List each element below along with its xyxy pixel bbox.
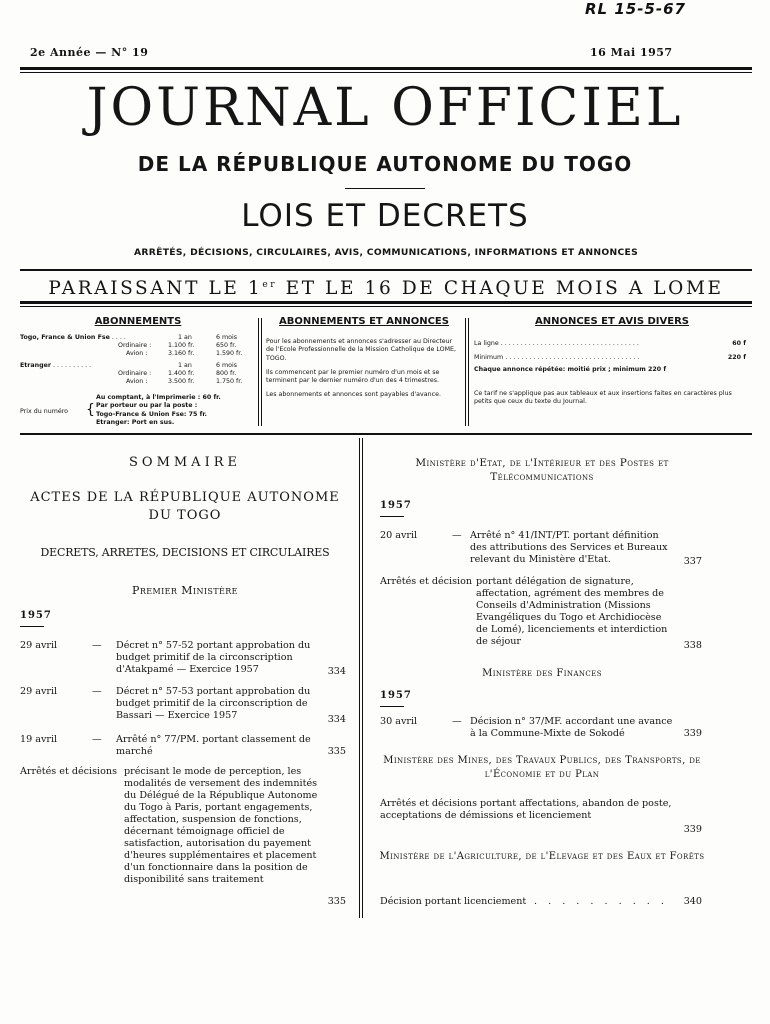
sommaire-entry-4: Arrêtés et décisions précisant le mode de perception, les modalités de versement des indemnités du Délégué de la République Autonome du Togo à Paris, portant engagements, affectation, suspension de fonctions, décernant témoignage officiel de satisfaction, autorisation du payement d'heures supplémentaires et placement d'un fonctionnaire dans la position de disponibilité sans traitement 335 (20, 766, 346, 907)
header-bottom-rule (20, 301, 752, 304)
sommaire-entry-2: 29 avril — Décret n° 57-53 portant approbation du budget primitif de la circonscription de Bassari — Exercice 1957 334 (20, 686, 346, 725)
finances-heading: Ministère des Finances (482, 668, 602, 679)
right-entry-1: 20 avril — Arrêté n° 41/INT/PT. portant définition des attributions des Services et Bureaux relevant du Ministère d'Etat. 337 (380, 530, 702, 567)
contents-kinds: ARRÊTÉS, DÉCISIONS, CIRCULAIRES, AVIS, COMMUNICATIONS, INFORMATIONS ET ANNONCES (134, 247, 638, 258)
publication-frequency: PARAISSANT LE 1er ET LE 16 DE CHAQUE MOIS A LOME (48, 278, 724, 299)
subs-annonces-text: Pour les abonnements et annonces s'adresser au Directeur de l'Ecole Professionnelle de la Mission Catholique de LOME, TOGO. Ils commencent par le premier numéro d'un mois et se terminent par le dernier numéro d'un des 4 trimestres. Les abonnements et annonces sont payables d'avance. (266, 338, 457, 399)
issue-date: 16 Mai 1957 (590, 46, 673, 59)
actes-heading-1: ACTES DE LA RÉPUBLIQUE AUTONOME (30, 490, 340, 505)
box-divider-1b (261, 318, 262, 426)
mines-heading: Ministère des Mines, des Travaux Publics, des Transports, de l'Économie et du Plan (383, 755, 701, 780)
right-entry-4: Arrêtés et décisions portant affectations, abandon de poste, acceptations de démissions et licenciement 339 (380, 798, 702, 835)
header-bottom-rule-thin (20, 306, 752, 307)
top-rule (20, 67, 752, 70)
boxes-bottom-rule (20, 433, 752, 435)
agriculture-heading: Ministère de l'Agriculture, de l'Elevage et des Eaux et Forêts (379, 851, 705, 862)
subscriptions-heading: ABONNEMENTS (94, 316, 182, 327)
right-entry-3: 30 avril — Décision n° 37/MF. accordant une avance à la Commune-Mixte de Sokodé 339 (380, 716, 702, 739)
premier-ministere-heading: Premier Ministère (132, 584, 238, 597)
handwritten-reference: RL 15-5-67 (585, 0, 686, 18)
sommaire-heading: SOMMAIRE (129, 455, 241, 470)
sommaire-entry-3: 19 avril — Arrêté n° 77/PM. portant classement de marché 335 (20, 734, 346, 757)
year-rule (20, 626, 44, 627)
column-divider (359, 438, 360, 918)
subs-annonces-heading: ABONNEMENTS ET ANNONCES (279, 316, 449, 327)
kinds-rule (20, 269, 752, 271)
section-title: LOIS ET DECRETS (241, 198, 529, 234)
title-divider (345, 188, 425, 189)
right-entry-2: Arrêtés et décision portant délégation de signature, affectation, agrément des membres de Conseils d'Administration (Missions Evangéliques du Togo et Archidiocèse de Lomé), licenciements et interdiction de séjour 338 (380, 576, 702, 651)
box-divider-2b (468, 318, 469, 426)
column-divider-b (362, 438, 363, 918)
right-entry-5: Décision portant licenciement . . . . . . . . . . 340 (380, 896, 702, 907)
decrets-heading: DECRETS, ARRETES, DECISIONS ET CIRCULAIRES (40, 546, 330, 559)
year-rule-right-1 (380, 516, 404, 517)
actes-heading-2: DU TOGO (148, 508, 222, 523)
box-divider-1 (258, 318, 259, 426)
journal-title: JOURNAL OFFICIEL (86, 78, 684, 138)
year-1957-left: 1957 (20, 610, 52, 621)
year-1957-right-1: 1957 (380, 500, 412, 511)
box-divider-2 (465, 318, 466, 426)
annonces-rates: La ligne . . . . . . . . . . . . . . . . . . . . . . . . . . . . . . . . . . . 60 f Minimum . . . . . . . . . . . . . . . . . . . . . . . . . . . . . . . . . . 220 f Chaque annonce répétée: moitié prix ; minimum 220 f Ce tarif ne s'applique pas aux tableaux et aux insertions faites en caractères plus petits que ceux du texte du Journal. (474, 340, 746, 406)
ministere-etat-heading: Ministère d'Etat, de l'Intérieur et des Postes et Télécommunications (415, 457, 669, 483)
year-1957-right-2: 1957 (380, 690, 412, 701)
subscriptions-rates: Togo, France & Union Fse . . . . 1 an 6 mois Ordinaire : 1.100 fr. 650 fr. Avion : 3.160 fr. 1.590 fr. Etranger . . . . . . . . . . 1 an 6 mois Ordinaire : 1.400 fr. 800 fr. Avion : 3.500 fr. 1.750 fr. Prix du numéro { Au comptant, à l'Imprimerie : 60 fr. Par porteur ou par la poste : Togo-France & Union Fse: 75 fr. Etranger: Port en sus. (20, 334, 243, 426)
issue-number: 2e Année — N° 19 (30, 46, 149, 59)
annonces-heading: ANNONCES ET AVIS DIVERS (534, 316, 690, 327)
year-rule-right-2 (380, 706, 404, 707)
sommaire-entry-1: 29 avril — Décret n° 57-52 portant approbation du budget primitif de la circonscription d'Atakpamé — Exercice 1957 334 (20, 640, 346, 677)
journal-subtitle: DE LA RÉPUBLIQUE AUTONOME DU TOGO (137, 152, 633, 176)
top-rule-thin (20, 72, 752, 73)
